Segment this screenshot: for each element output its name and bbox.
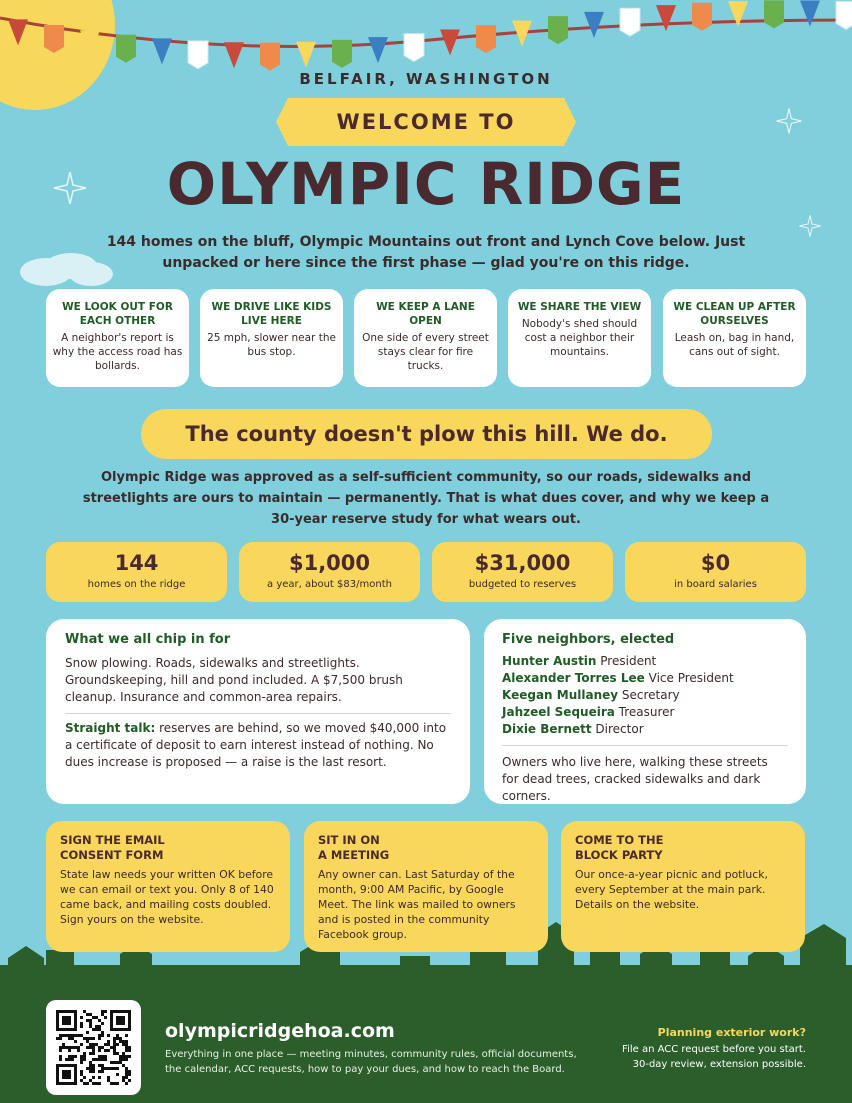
plow-paragraph: Olympic Ridge was approved as a self-sufficient community, so our roads, sidewalks and streetlights are ours to maintain — permanently. That is what dues cover, and why we keep a 30-year reserve study for what wears out.: [82, 470, 770, 527]
board-member: [502, 653, 788, 670]
value-heading: WE CLEAN UP AFTER OURSELVES: [673, 301, 796, 327]
value-heading: WE SHARE THE VIEW: [517, 301, 642, 313]
value-card: [354, 289, 497, 387]
member-role: Treasurer: [614, 705, 675, 719]
action-heading: BLOCK PARTY: [575, 848, 663, 862]
board-panel: [484, 619, 806, 804]
value-body: One side of every street stays clear for fire trucks.: [362, 332, 489, 372]
board-member: [502, 721, 788, 738]
acc-line: 30-day review, extension possible.: [632, 1059, 806, 1070]
value-body: Nobody's shed should cost a neighbor their mountains.: [521, 318, 638, 358]
chip-in-body: Snow plowing. Roads, sidewalks and streetlights. Groundskeeping, hill and pond included. A $7,500 brush cleanup. Insurance and common-area repairs.: [65, 656, 403, 704]
member-role: Secretary: [618, 688, 680, 702]
stat-label: budgeted to reserves: [468, 579, 577, 590]
value-body: 25 mph, slower near the bus stop.: [207, 332, 336, 358]
action-card: [561, 821, 805, 952]
chip-in-heading: What we all chip in for: [65, 632, 231, 647]
acc-heading: Planning exterior work?: [657, 1026, 806, 1039]
action-body: Our once-a-year picnic and potluck, every September at the main park. Details on the website.: [575, 868, 768, 911]
stat-card: [625, 542, 806, 602]
member-role: Director: [591, 722, 644, 736]
board-note: Owners who live here, walking these streets for dead trees, cracked sidewalks and dark corners.: [502, 755, 768, 803]
action-heading: SIT IN ON: [318, 833, 380, 847]
member-name: Jahzeel Sequeira: [502, 705, 615, 719]
website-link[interactable]: olympicridgehoa.com: [165, 1020, 395, 1042]
location-kicker: BELFAIR, WASHINGTON: [299, 70, 553, 88]
divider: [65, 713, 451, 714]
stat-label: in board salaries: [674, 579, 757, 590]
straight-talk-body: reserves are behind, so we moved $40,000 into a certificate of deposit to earn interest instead of nothing. No dues increase is proposed — a raise is the last resort.: [65, 721, 447, 769]
board-member: [502, 670, 788, 687]
action-heading: SIGN THE EMAIL: [60, 833, 165, 847]
value-heading: WE LOOK OUT FOR EACH OTHER: [62, 301, 173, 327]
straight-talk-label: Straight talk:: [65, 721, 156, 735]
action-heading: A MEETING: [318, 848, 390, 862]
value-card: [663, 289, 806, 387]
value-card: [200, 289, 343, 387]
stat-value: 144: [114, 551, 159, 575]
member-name: Dixie Bernett: [502, 722, 592, 736]
value-card: [508, 289, 651, 387]
board-list: [502, 653, 788, 738]
stat-label: a year, about $83/month: [267, 579, 392, 590]
stat-card: [432, 542, 613, 602]
divider: [502, 745, 788, 746]
value-card: [46, 289, 189, 387]
straight-talk: [65, 720, 451, 771]
member-name: Hunter Austin: [502, 654, 597, 668]
stat-card: [239, 542, 420, 602]
action-heading: CONSENT FORM: [60, 848, 164, 862]
intro-text: 144 homes on the bluff, Olympic Mountains out front and Lynch Cove below. Just unpacked or here since the first phase — glad you're on this ridge.: [106, 234, 746, 271]
action-heading: COME TO THE: [575, 833, 664, 847]
member-name: Keegan Mullaney: [502, 688, 619, 702]
member-name: Alexander Torres Lee: [502, 671, 645, 685]
board-member: [502, 704, 788, 721]
action-body: Any owner can. Last Saturday of the month, 9:00 AM Pacific, by Google Meet. The link was mailed to owners and is posted in the community Facebook group.: [318, 868, 516, 941]
values-row: [46, 289, 806, 387]
value-body: Leash on, bag in hand, cans out of sight.: [674, 332, 795, 358]
qr-code-icon[interactable]: [56, 1010, 131, 1085]
acc-line: File an ACC request before you start.: [622, 1044, 806, 1055]
stat-value: $31,000: [474, 551, 571, 575]
sparkle-icon: [775, 107, 803, 135]
page-title: OLYMPIC RIDGE: [166, 150, 686, 218]
board-member: [502, 687, 788, 704]
stat-value: $1,000: [288, 551, 371, 575]
welcome-label: WELCOME TO: [336, 110, 516, 134]
board-heading: Five neighbors, elected: [502, 632, 675, 647]
member-role: President: [596, 654, 657, 668]
value-heading: WE DRIVE LIKE KIDS LIVE HERE: [211, 301, 332, 327]
website-description: Everything in one place — meeting minutes, community rules, official documents, the calendar, ACC requests, how to pay your dues, and how to reach the Board.: [165, 1049, 577, 1075]
plow-headline: The county doesn't plow this hill. We do.: [185, 422, 668, 446]
acc-note: [546, 1042, 806, 1072]
member-role: Vice President: [644, 671, 734, 685]
action-body: State law needs your written OK before we can email or text you. Only 8 of 140 came back, and mailing costs doubled. Sign yours on the website.: [60, 868, 274, 926]
value-body: A neighbor's report is why the access road has bollards.: [52, 332, 183, 372]
value-heading: WE KEEP A LANE OPEN: [376, 301, 475, 327]
chip-in-panel: [46, 619, 470, 804]
stat-value: $0: [700, 551, 731, 575]
stat-label: homes on the ridge: [87, 579, 186, 590]
action-card: [304, 821, 548, 952]
stat-card: [46, 542, 227, 602]
action-card: [46, 821, 290, 952]
